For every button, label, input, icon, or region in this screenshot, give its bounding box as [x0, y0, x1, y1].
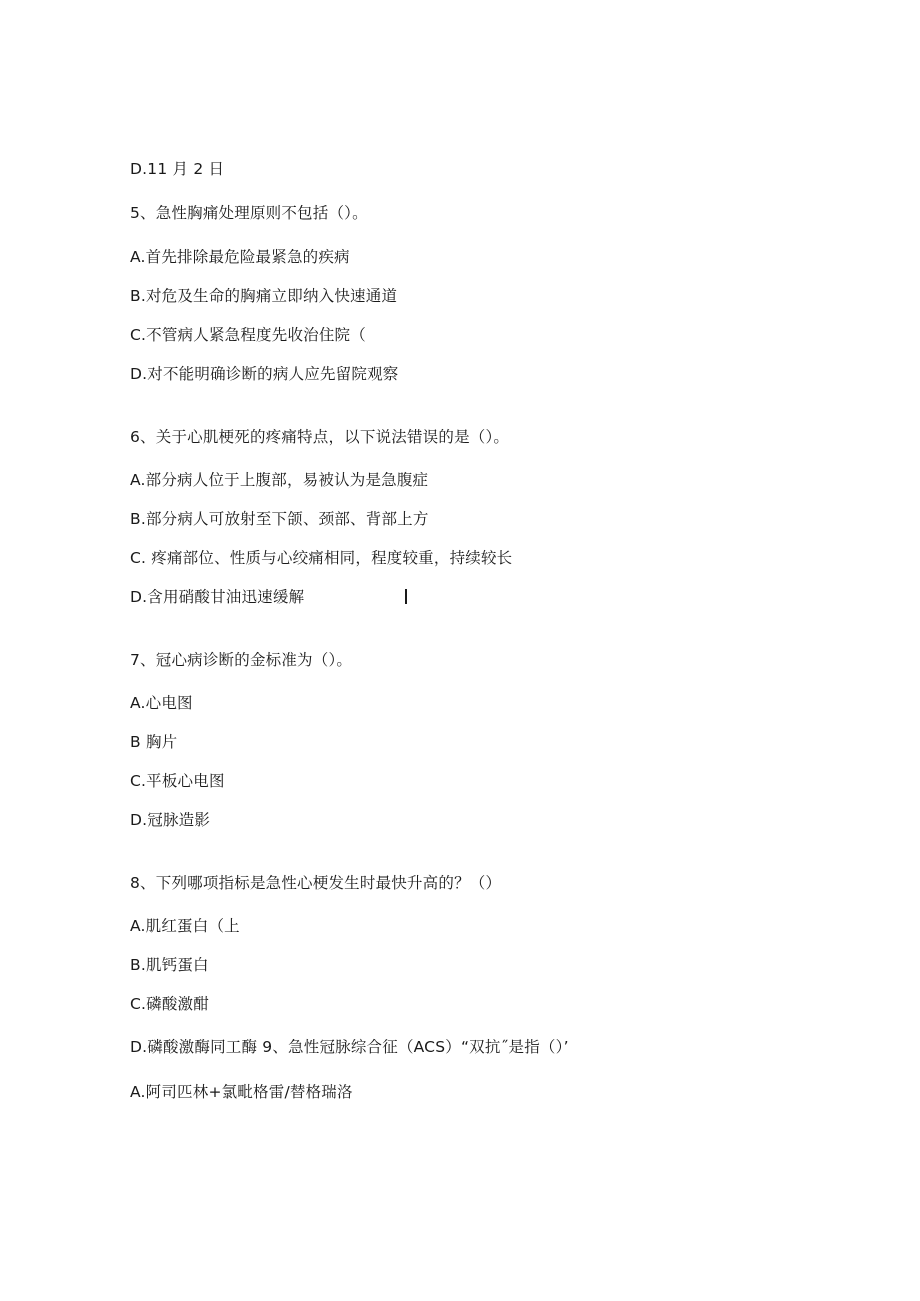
question-8: 8、下列哪项指标是急性心梗发生时最快升高的？（） — [130, 874, 502, 892]
option-d-q8-question-9: D.磷酸激酶同工酶 9、急性冠脉综合征（ACS）“双抗˝是指（）’ — [130, 1038, 569, 1056]
option-b-q6: B.部分病人可放射至下颌、颈部、背部上方 — [130, 510, 429, 528]
option-c-q8: C.磷酸激酣 — [130, 995, 209, 1013]
option-a-q7: A.心电图 — [130, 694, 193, 712]
option-b-q8: B.肌钙蛋白 — [130, 956, 209, 974]
option-d-q7: D.冠脉造影 — [130, 811, 211, 829]
question-7: 7、冠心病诊断的金标准为（）。 — [130, 651, 353, 669]
option-b-q5: B.对危及生命的胸痛立即纳入快速通道 — [130, 287, 398, 305]
option-d-q5: D.对不能明确诊断的病人应先留院观察 — [130, 365, 399, 383]
option-c-q5: C.不管病人紧急程度先收治住院（ — [130, 326, 366, 344]
option-a-q6: A.部分病人位于上腹部，易被认为是急腹症 — [130, 471, 429, 489]
question-5: 5、急性胸痛处理原则不包括（）。 — [130, 204, 368, 222]
option-b-q7: B 胸片 — [130, 733, 178, 751]
option-a-q9: A.阿司匹林+氯毗格雷/替格瑞洛 — [130, 1083, 353, 1101]
option-c-q7: C.平板心电图 — [130, 772, 225, 790]
option-c-q6: C. 疼痛部位、性质与心绞痛相同，程度较重，持续较长 — [130, 549, 513, 567]
option-a-q8: A.肌红蛋白（上 — [130, 917, 240, 935]
text-cursor-mark — [405, 589, 407, 604]
option-a-q5: A.首先排除最危险最紧急的疾病 — [130, 248, 350, 266]
option-d-q6: D.含用硝酸甘油迅速缓解 — [130, 588, 305, 606]
question-6: 6、关于心肌梗死的疼痛特点，以下说法错误的是（）。 — [130, 428, 510, 446]
option-d-q4: D.11 月 2 日 — [130, 160, 225, 178]
